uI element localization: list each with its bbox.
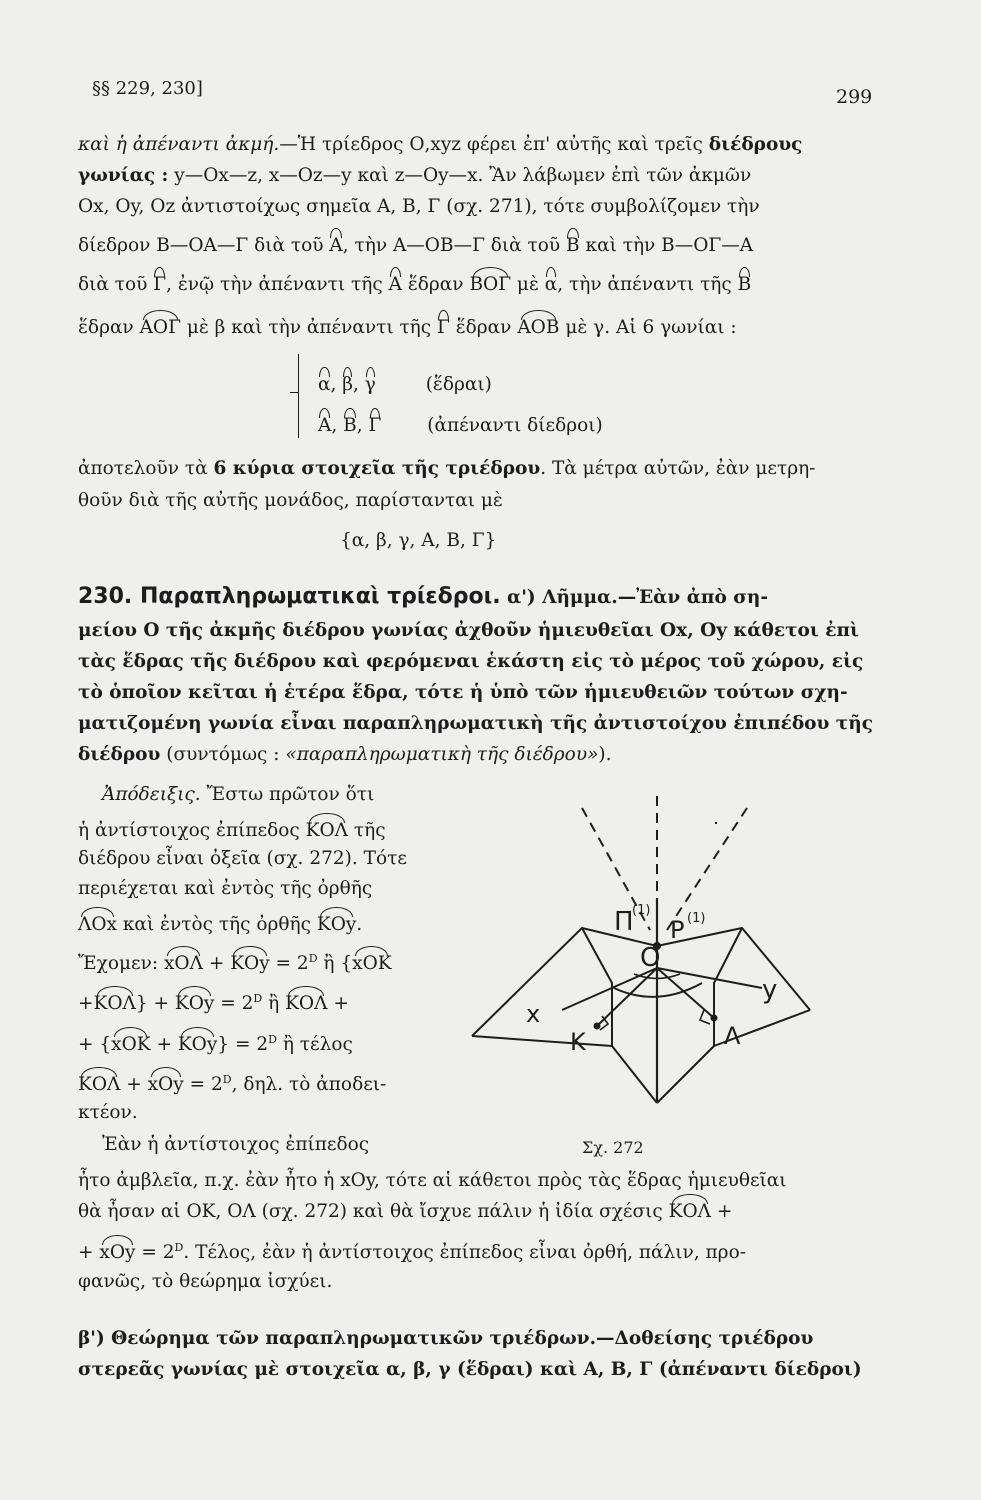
text: καὶ ἐντὸς τῆς ὀρθῆς: [116, 914, 317, 935]
text-line-4: [78, 237, 753, 256]
text: ἕδραν: [401, 274, 470, 295]
bold-text: διέδρους: [708, 134, 803, 155]
dihedral-symbol: Α: [318, 415, 332, 436]
text-line-2: [78, 167, 751, 186]
text: ἕδραν: [449, 317, 518, 338]
angle-symbol: ΑΟΒ: [517, 317, 560, 338]
text: .: [356, 914, 363, 935]
figure-272-diagram: [462, 778, 822, 1118]
superscript: D: [253, 992, 263, 1005]
text: μὲ: [511, 274, 545, 295]
angle-symbol: ΛΟx: [78, 914, 117, 935]
face-left-lower: [612, 1046, 657, 1103]
text: +: [78, 1242, 100, 1264]
angle-symbol: ΚΟΛ: [305, 820, 348, 841]
lemma-line-4: ματιζομένη γωνία εἶναι παραπληρωματικὴ τῆς ἀντιστοίχου ἐπιπέδου τῆς: [78, 713, 873, 734]
label-o: O: [640, 943, 661, 973]
text: ἀποτελοῦν τὰ: [78, 458, 214, 479]
point-k: [594, 1023, 601, 1030]
text: = 2: [135, 1242, 175, 1264]
italic-text: Ἀπόδειξις.: [102, 784, 201, 805]
text: (συντόμως :: [160, 744, 286, 765]
angle-symbol: ΚΟΛ: [78, 1074, 121, 1096]
text: y—Ox—z, x—Oz—y καὶ z—Oy—x. Ἂν λάβωμεν ἐπὶ τῶν ἀκμῶν: [168, 165, 752, 186]
dihedral-symbol: Α: [329, 235, 343, 256]
text: τῆς: [348, 820, 386, 841]
angle-symbol: ΑΟΓ: [139, 317, 181, 338]
section-title: Παραπληρωματικαὶ τρίεδροι.: [132, 584, 501, 609]
angle-symbol: xΟΚ: [111, 1034, 151, 1056]
label-y: y: [762, 975, 778, 1005]
text: ἕδραν: [78, 317, 140, 338]
text: +: [327, 993, 349, 1015]
proof-line-9: [78, 1074, 386, 1095]
proof-line-7: [78, 993, 349, 1014]
text: , δηλ. τὸ ἀποδει-: [231, 1074, 387, 1096]
angle-symbol: xΟΚ: [352, 953, 392, 975]
text: καὶ τὴν Β—ΟΓ—Α: [579, 235, 754, 256]
text: +: [78, 993, 94, 1015]
label-lambda: Λ: [724, 1022, 741, 1050]
angle-symbol: xΟy: [147, 1074, 184, 1096]
text-line-q3: [78, 1242, 746, 1263]
dihedral-symbol: Β: [343, 415, 357, 436]
figure-caption: Σχ. 272: [582, 1138, 644, 1157]
superscript: D: [174, 1241, 184, 1254]
superscript: D: [268, 1033, 277, 1046]
text: μὲ γ. Αἱ 6 γωνίαι :: [559, 317, 737, 338]
text: ).: [598, 744, 612, 765]
text: ἡ ἀντίστοιχος ἐπίπεδος: [78, 820, 306, 841]
angle-symbol: γ: [364, 374, 376, 395]
label: (ἀπέναντι δίεδροι): [427, 415, 603, 436]
superscript: D: [222, 1073, 232, 1086]
proof-line-1: [102, 786, 374, 805]
bold-text: —Ἐὰν ἀπὸ ση-: [617, 587, 769, 608]
angle-symbol: ΒΟΓ: [469, 274, 512, 295]
label-x: x: [526, 1000, 541, 1028]
lemma-line-5: [78, 746, 612, 765]
lemma-line-2: τὰς ἕδρας τῆς διέδρου καὶ φερόμεναι ἑκάστη εἰς τὸ μέρος τοῦ χώρου, εἰς: [78, 651, 864, 672]
proof-line-8: [78, 1034, 353, 1055]
text: . Τὰ μέτρα αὐτῶν, ἐὰν μετρη-: [540, 458, 816, 479]
section-reference: §§ 229, 230]: [92, 78, 203, 99]
text-line-7: [78, 460, 815, 479]
proof-line-11: Ἐὰν ἡ ἀντίστοιχος ἐπίπεδος: [102, 1134, 370, 1155]
brace-row-dihedrals: [318, 417, 603, 436]
lemma-line-3: τὸ ὁποῖον κεῖται ἡ ἑτέρα ἕδρα, τότε ἡ ὑπὸ τῶν ἡμιευθειῶν τούτων σχη-: [78, 682, 848, 703]
text-line-8: θοῦν διὰ τῆς αὐτῆς μονάδος, παρίστανται μὲ: [78, 490, 503, 511]
text: Ἔχομεν:: [78, 953, 164, 975]
theorem-line-2: στερεᾶς γωνίας μὲ στοιχεῖα α, β, γ (ἕδραι) καὶ Α, Β, Γ (ἀπέναντι δίεδροι): [78, 1359, 862, 1380]
angle-symbol: α: [544, 274, 558, 295]
text-line-5: [78, 276, 751, 295]
proof-line-3: διέδρου εἶναι ὀξεῖα (σχ. 272). Τότε: [78, 848, 407, 869]
bold-text: 6 κύρια στοιχεῖα τῆς τριέδρου: [213, 458, 541, 479]
label-pi-superscript: (1): [632, 903, 651, 918]
brace: [298, 354, 307, 438]
label-k: K: [570, 1028, 586, 1056]
separator: ,: [330, 374, 337, 395]
proof-line-2: [78, 822, 386, 841]
text: διὰ τοῦ: [78, 274, 154, 295]
page-number: 299: [836, 86, 873, 108]
text: = 2: [183, 1074, 223, 1096]
angle-symbol: ΚΟΛ: [93, 993, 136, 1015]
text: ἢ {: [317, 953, 353, 975]
italic-text: «παραπληρωματικὴ τῆς διέδρου»: [285, 744, 599, 765]
theorem-line-1: β') Θεώρημα τῶν παραπληρωματικῶν τριέδρων.—Δοθείσης τριέδρου: [78, 1328, 814, 1349]
text: μὲ β καὶ τὴν ἀπέναντι τῆς: [180, 317, 438, 338]
text: . Τέλος, ἐὰν ἡ ἀντίστοιχος ἐπίπεδος εἶναι ὀρθή, πάλιν, προ-: [183, 1242, 746, 1264]
text: +: [202, 953, 231, 975]
text: Ἔστω πρῶτον ὅτι: [200, 784, 375, 805]
text: ἢ: [262, 993, 286, 1015]
angle-symbol: xΟy: [99, 1242, 136, 1264]
text-line-3: Ox, Oy, Oz ἀντιστοίχως σημεῖα Α, Β, Γ (σχ. 271), τότε συμβολίζομεν τὴν: [78, 196, 760, 217]
proof-line-6: [78, 953, 392, 974]
text: θὰ ἦσαν αἱ ΟΚ, ΟΛ (σχ. 272) καὶ θὰ ἴσχυε πάλιν ἡ ἰδία σχέσις: [78, 1201, 669, 1222]
text-line-6: [78, 319, 737, 338]
text: , τὴν ἀπέναντι τῆς: [557, 274, 738, 295]
separator: ,: [352, 374, 359, 395]
label-rho: Ρ: [670, 916, 685, 944]
lemma-line-1: μείου Ο τῆς ἀκμῆς διέδρου γωνίας ἀχθοῦν ἡμιευθεῖαι Ox, Oy κάθετοι ἐπὶ: [78, 620, 859, 641]
dihedral-symbol: Γ: [368, 415, 382, 436]
text-line-q1: ἦτο ἀμβλεῖα, π.χ. ἐὰν ἦτο ἡ xΟy, τότε αἱ κάθετοι πρὸς τὰς ἕδρας ἡμιευθεῖαι: [78, 1170, 787, 1191]
angle-symbol: ΚΟy: [177, 1034, 218, 1056]
separator: ,: [356, 415, 363, 436]
text: + {: [78, 1034, 112, 1056]
text-line-1: [78, 136, 802, 155]
section-number: 230.: [78, 584, 133, 609]
text: , ἐνῷ τὴν ἀπέναντι τῆς: [166, 274, 389, 295]
text: δίεδρον Β—ΟΑ—Γ διὰ τοῦ: [78, 235, 330, 256]
dihedral-symbol: Α: [388, 274, 402, 295]
section-heading: [78, 586, 768, 608]
angle-symbol: ΚΟΛ: [285, 993, 328, 1015]
label-pi: Π: [614, 907, 634, 937]
label-rho-superscript: (1): [687, 911, 706, 926]
half-line-oy: [657, 968, 762, 988]
text: , τὴν Α—ΟΒ—Γ διὰ τοῦ: [342, 235, 567, 256]
dihedral-symbol: Β: [566, 235, 580, 256]
bold-text: γωνίας :: [78, 165, 169, 186]
proof-line-10: κτέον.: [78, 1102, 138, 1123]
angle-symbol: xΟΛ: [163, 953, 203, 975]
point-l: [711, 1015, 718, 1022]
text: +: [120, 1074, 148, 1096]
brace-row-faces: [318, 376, 492, 395]
text: +: [711, 1201, 733, 1222]
lemma-label: α') Λῆμμα.: [500, 587, 618, 608]
text: } = 2: [217, 1034, 269, 1056]
face-right-lower: [657, 1046, 714, 1103]
angle-symbol: ΚΟy: [316, 914, 357, 935]
dihedral-symbol: Γ: [153, 274, 167, 295]
angle-symbol: α: [318, 374, 331, 395]
angle-symbol: ΚΟy: [174, 993, 215, 1015]
half-line-ox: [562, 968, 657, 1010]
text-line-q4: φανῶς, τὸ θεώρημα ἰσχύει.: [78, 1271, 333, 1292]
bold-text: διέδρου: [78, 744, 161, 765]
dashed-line-right: [667, 808, 747, 930]
angle-symbol: ΚΟΛ: [668, 1201, 712, 1222]
proof-line-4: περιέχεται καὶ ἐντὸς τῆς ὀρθῆς: [78, 878, 373, 899]
set-notation: {α, β, γ, Α, Β, Γ}: [340, 530, 497, 551]
segment-ol: [657, 968, 714, 1018]
separator: ,: [331, 415, 338, 436]
text: ἢ τέλος: [276, 1034, 353, 1056]
angle-symbol: ΚΟy: [230, 953, 270, 975]
superscript: D: [308, 952, 318, 965]
italic-text: καὶ ἡ ἀπέναντι ἀκμή.: [78, 134, 280, 155]
angle-symbol: β: [342, 374, 353, 395]
label: (ἕδραι): [425, 374, 492, 395]
dihedral-symbol: Β: [737, 274, 752, 295]
text: } +: [135, 993, 175, 1015]
dihedral-symbol: Γ: [437, 317, 450, 338]
face-left-bottom: [472, 1036, 612, 1046]
text: +: [150, 1034, 178, 1056]
text-line-q2: [78, 1203, 732, 1222]
proof-line-5: [78, 916, 362, 935]
text: = 2: [214, 993, 254, 1015]
text: = 2: [269, 953, 309, 975]
face-left-outline: [472, 928, 657, 1036]
text: —Ἡ τρίεδρος Ο,xyz φέρει ἐπ' αὐτῆς καὶ τρεῖς: [279, 134, 709, 155]
